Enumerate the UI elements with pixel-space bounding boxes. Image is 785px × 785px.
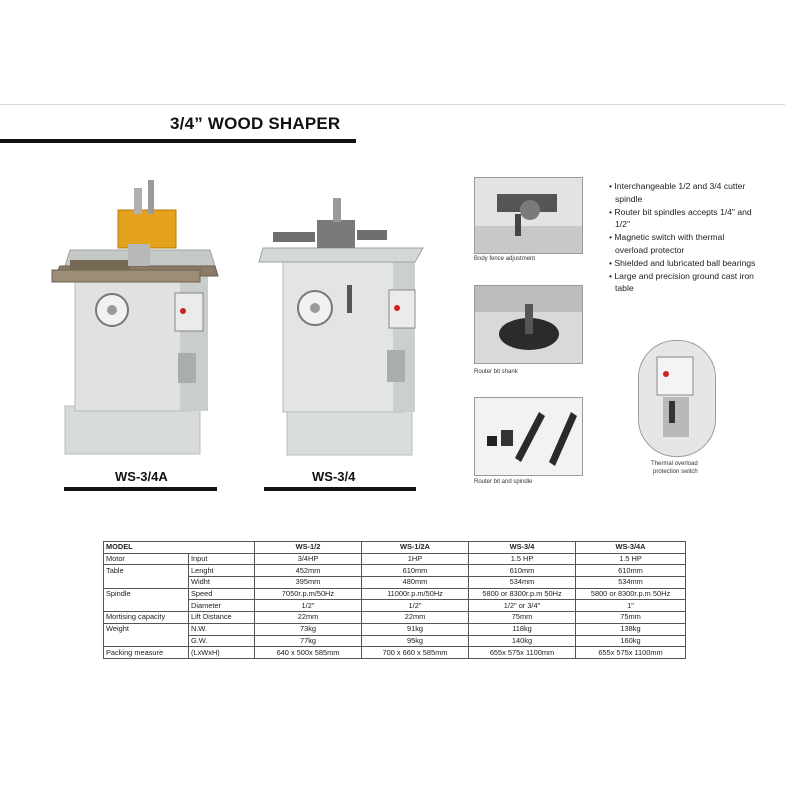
table-row bbox=[104, 565, 686, 577]
cell: 655x 575x 1100mm bbox=[469, 647, 576, 659]
caption-thermal-overload-1: Thermal overload bbox=[651, 461, 698, 467]
table-header-ws-1-2: WS-1/2 bbox=[255, 542, 362, 554]
cell: 73kg bbox=[255, 623, 362, 635]
cell: 1/2" bbox=[362, 600, 469, 612]
feature-item: • Magnetic switch with thermal overload protector bbox=[609, 232, 725, 255]
row-param: Speed bbox=[189, 588, 255, 600]
caption-router-bit-spindle: Router bit and spindle bbox=[474, 479, 533, 485]
feature-item: • Router bit spindles accepts 1/4" and 1/2" bbox=[609, 206, 752, 230]
row-group: Table bbox=[104, 565, 189, 577]
cell: 160kg bbox=[576, 635, 686, 647]
photo-router-bit-shank bbox=[474, 285, 583, 364]
photo-thermal-overload-switch bbox=[638, 340, 716, 457]
feature-item: • Large and precision ground cast iron table bbox=[609, 270, 754, 294]
feature-item: • Interchangeable 1/2 and 3/4 cutter spindle bbox=[609, 181, 746, 204]
row-param: N.W. bbox=[189, 623, 255, 635]
feature-item: • Shielded and lubricated ball bearings bbox=[609, 257, 756, 268]
table-row bbox=[104, 647, 686, 659]
machine-image-ws-3-4a bbox=[50, 158, 230, 458]
cell: 395mm bbox=[255, 577, 362, 589]
cell: 75mm bbox=[576, 612, 686, 624]
cell: 1.5 HP bbox=[469, 553, 576, 565]
table-header-ws-3-4: WS-3/4 bbox=[469, 542, 576, 554]
row-group: Mortising capacity bbox=[104, 612, 189, 624]
spec-table bbox=[103, 541, 686, 659]
table-header-ws-3-4a: WS-3/4A bbox=[576, 542, 686, 554]
cell: 5800 or 8300r.p.m 50Hz bbox=[469, 588, 576, 600]
cell: 140kg bbox=[469, 635, 576, 647]
cell: 655x 575x 1100mm bbox=[576, 647, 686, 659]
table-row bbox=[104, 623, 686, 635]
cell: 95kg bbox=[362, 635, 469, 647]
row-param: Diameter bbox=[189, 600, 255, 612]
table-row bbox=[104, 553, 686, 565]
table-header-row bbox=[104, 542, 686, 554]
row-group bbox=[104, 600, 189, 612]
table-row bbox=[104, 577, 686, 589]
caption-body-fence: Body fence adjustment bbox=[474, 256, 536, 262]
cell: 610mm bbox=[362, 565, 469, 577]
cell: 7050r.p.m/50Hz bbox=[255, 588, 362, 600]
cell: 610mm bbox=[576, 565, 686, 577]
cell: 91kg bbox=[362, 623, 469, 635]
row-param: (LxWxH) bbox=[189, 647, 255, 659]
cell: 22mm bbox=[362, 612, 469, 624]
row-group: Packing measure bbox=[104, 647, 189, 659]
row-param: Lenght bbox=[189, 565, 255, 577]
table-row bbox=[104, 600, 686, 612]
row-param: Widht bbox=[189, 577, 255, 589]
cell: 77kg bbox=[255, 635, 362, 647]
caption-thermal-overload-2: protection switch bbox=[653, 469, 698, 475]
photo-router-bit-spindle bbox=[474, 397, 583, 476]
cell: 480mm bbox=[362, 577, 469, 589]
machine-image-ws-3-4 bbox=[255, 190, 430, 460]
table-row bbox=[104, 588, 686, 600]
cell: 700 x 660 x 585mm bbox=[362, 647, 469, 659]
title-underline bbox=[0, 139, 356, 143]
cell: 138kg bbox=[576, 623, 686, 635]
table-header-model: MODEL bbox=[104, 542, 255, 554]
cell: 5800 or 8300r.p.m 50Hz bbox=[576, 588, 686, 600]
cell: 640 x 500x 585mm bbox=[255, 647, 362, 659]
cell: 610mm bbox=[469, 565, 576, 577]
row-group: Motor bbox=[104, 553, 189, 565]
table-row bbox=[104, 635, 686, 647]
table-row bbox=[104, 612, 686, 624]
model-label-ws-3-4a: WS-3/4A bbox=[115, 469, 168, 484]
cell: 452mm bbox=[255, 565, 362, 577]
row-param: G.W. bbox=[189, 635, 255, 647]
row-group bbox=[104, 577, 189, 589]
cell: 11000r.p.m/50Hz bbox=[362, 588, 469, 600]
feature-list bbox=[609, 180, 759, 295]
cell: 1/2" or 3/4" bbox=[469, 600, 576, 612]
cell: 1" bbox=[576, 600, 686, 612]
cell: 1HP bbox=[362, 553, 469, 565]
row-group: Spindle bbox=[104, 588, 189, 600]
table-header-ws-1-2a: WS-1/2A bbox=[362, 542, 469, 554]
caption-router-bit-shank: Router bit shank bbox=[474, 369, 518, 375]
cell: 534mm bbox=[576, 577, 686, 589]
cell: 3/4HP bbox=[255, 553, 362, 565]
top-divider bbox=[0, 104, 785, 105]
cell: 75mm bbox=[469, 612, 576, 624]
page-title: 3/4” WOOD SHAPER bbox=[170, 114, 341, 133]
cell: 118kg bbox=[469, 623, 576, 635]
cell: 1.5 HP bbox=[576, 553, 686, 565]
cell: 1/2" bbox=[255, 600, 362, 612]
row-group bbox=[104, 635, 189, 647]
model-label-ws-3-4: WS-3/4 bbox=[312, 469, 356, 484]
cell: 534mm bbox=[469, 577, 576, 589]
photo-body-fence-adjustment bbox=[474, 177, 583, 254]
cell: 22mm bbox=[255, 612, 362, 624]
row-param: Lift Distance bbox=[189, 612, 255, 624]
row-param: Input bbox=[189, 553, 255, 565]
model-underline-ws-3-4 bbox=[264, 487, 416, 491]
model-underline-ws-3-4a bbox=[64, 487, 217, 491]
row-group: Weight bbox=[104, 623, 189, 635]
